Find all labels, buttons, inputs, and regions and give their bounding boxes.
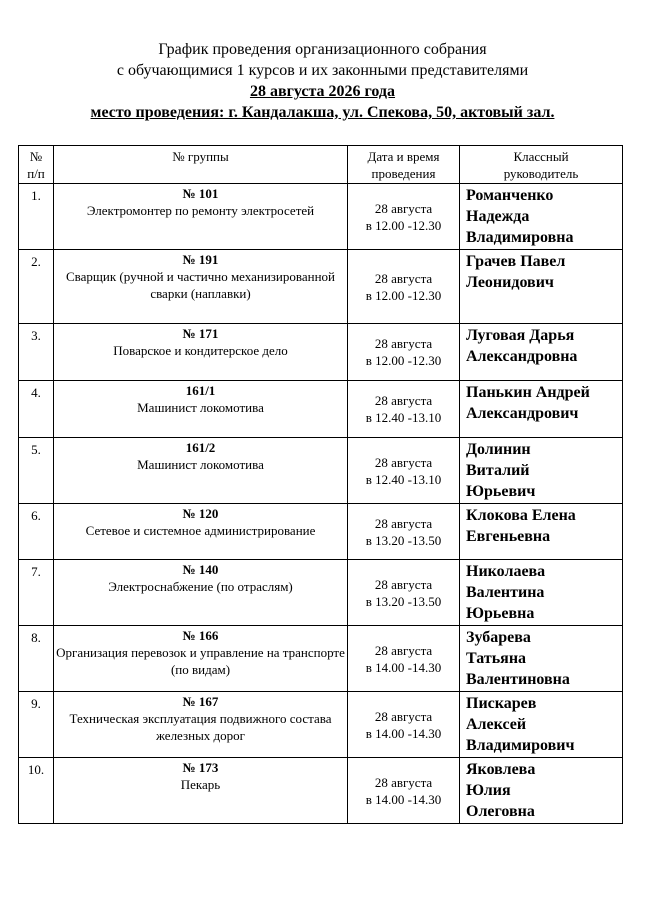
class-leader: Николаева Валентина Юрьевна — [460, 560, 623, 626]
meeting-time: в 12.40 -13.10 — [365, 410, 442, 425]
meeting-time: в 12.00 -12.30 — [365, 353, 442, 368]
meeting-day: 28 августа — [374, 270, 433, 286]
datetime-cell — [348, 184, 460, 250]
group-cell — [54, 758, 348, 824]
datetime-cell — [348, 250, 460, 324]
meeting-day: 28 августа — [374, 200, 433, 216]
table-row — [19, 560, 623, 626]
group-code: 161/1 — [185, 383, 216, 398]
group-code: № 167 — [182, 694, 219, 709]
datetime-cell — [348, 626, 460, 692]
meeting-day: 28 августа — [374, 454, 433, 470]
table-row — [19, 692, 623, 758]
class-leader: Яковлева Юлия Олеговна — [460, 758, 623, 824]
schedule-table — [18, 145, 623, 824]
datetime-cell — [348, 758, 460, 824]
group-specialty: Организация перевозок и управление на транспорте (по видам) — [56, 645, 345, 677]
meeting-day: 28 августа — [374, 774, 433, 790]
row-number: 6. — [19, 504, 54, 560]
document-title: График проведения организационного собрания — [158, 41, 487, 58]
group-code: № 166 — [182, 628, 219, 643]
group-specialty: Сварщик (ручной и частично механизированной сварки (наплавки) — [65, 269, 335, 301]
meeting-day: 28 августа — [374, 336, 433, 351]
group-specialty: Электроснабжение (по отраслям) — [108, 579, 293, 594]
group-specialty: Пекарь — [180, 777, 221, 792]
row-number: 7. — [19, 560, 54, 626]
class-leader: Клокова Елена Евгеньевна — [460, 504, 623, 560]
class-leader: Романченко Надежда Владимировна — [460, 184, 623, 250]
meeting-day: 28 августа — [374, 515, 433, 531]
group-specialty: Машинист локомотива — [137, 457, 264, 472]
table-row — [19, 626, 623, 692]
group-cell — [54, 184, 348, 250]
group-code: 161/2 — [185, 440, 216, 455]
meeting-time: в 13.20 -13.50 — [365, 593, 442, 609]
meeting-time: в 14.00 -14.30 — [365, 791, 442, 807]
row-number: 8. — [19, 626, 54, 692]
group-code: № 191 — [182, 252, 219, 267]
meeting-time: в 14.00 -14.30 — [365, 725, 442, 741]
class-leader: Луговая Дарья Александровна — [460, 324, 623, 381]
group-specialty: Машинист локомотива — [137, 400, 264, 415]
datetime-cell — [348, 381, 460, 438]
group-code: № 173 — [182, 760, 219, 775]
table-row — [19, 504, 623, 560]
class-leader: Долинин Виталий Юрьевич — [460, 438, 623, 504]
class-leader: Панькин Андрей Александрович — [460, 381, 623, 438]
class-leader: Грачев Павел Леонидович — [460, 250, 623, 324]
meeting-day: 28 августа — [374, 642, 433, 658]
column-header-group: № группы — [54, 146, 348, 184]
datetime-cell — [348, 324, 460, 381]
group-code: № 140 — [182, 562, 219, 577]
group-code: № 120 — [182, 506, 219, 521]
table-header-row — [19, 146, 623, 184]
row-number: 1. — [19, 184, 54, 250]
table-row — [19, 250, 623, 324]
table-row — [19, 184, 623, 250]
class-leader: Пискарев Алексей Владимирович — [460, 692, 623, 758]
table-row — [19, 381, 623, 438]
group-cell — [54, 692, 348, 758]
column-header-datetime: Дата и время проведения — [348, 146, 460, 184]
group-cell — [54, 504, 348, 560]
row-number: 4. — [19, 381, 54, 438]
meeting-day: 28 августа — [374, 708, 433, 724]
table-row — [19, 324, 623, 381]
row-number: 5. — [19, 438, 54, 504]
group-code: № 171 — [182, 326, 219, 341]
meeting-location: место проведения: г. Кандалакша, ул. Спекова, 50, актовый зал. — [90, 104, 555, 121]
group-cell — [54, 250, 348, 324]
meeting-date: 28 августа 2026 года — [249, 83, 396, 100]
row-number: 9. — [19, 692, 54, 758]
group-cell — [54, 324, 348, 381]
group-specialty: Электромонтер по ремонту электросетей — [86, 203, 315, 218]
group-specialty: Сетевое и системное администрирование — [85, 523, 316, 538]
row-number: 2. — [19, 250, 54, 324]
meeting-time: в 14.00 -14.30 — [365, 659, 442, 675]
table-row — [19, 438, 623, 504]
group-cell — [54, 381, 348, 438]
meeting-time: в 12.00 -12.30 — [365, 217, 442, 233]
class-leader: Зубарева Татьяна Валентиновна — [460, 626, 623, 692]
column-header-leader: Классный руководитель — [460, 146, 623, 184]
group-cell — [54, 438, 348, 504]
group-cell — [54, 560, 348, 626]
group-specialty: Техническая эксплуатация подвижного состава железных дорог — [69, 711, 332, 743]
row-number: 3. — [19, 324, 54, 381]
meeting-time: в 12.00 -12.30 — [365, 287, 442, 303]
table-row — [19, 758, 623, 824]
meeting-day: 28 августа — [374, 393, 433, 408]
group-specialty: Поварское и кондитерское дело — [113, 343, 288, 358]
meeting-day: 28 августа — [374, 576, 433, 592]
document-subtitle: с обучающимися 1 курсов и их законными представителями — [116, 62, 529, 79]
group-code: № 101 — [182, 186, 219, 201]
datetime-cell — [348, 438, 460, 504]
datetime-cell — [348, 560, 460, 626]
meeting-time: в 12.40 -13.10 — [365, 471, 442, 487]
datetime-cell — [348, 692, 460, 758]
group-cell — [54, 626, 348, 692]
row-number: 10. — [19, 758, 54, 824]
datetime-cell — [348, 504, 460, 560]
column-header-number: № п/п — [19, 146, 54, 184]
meeting-time: в 13.20 -13.50 — [365, 532, 442, 548]
